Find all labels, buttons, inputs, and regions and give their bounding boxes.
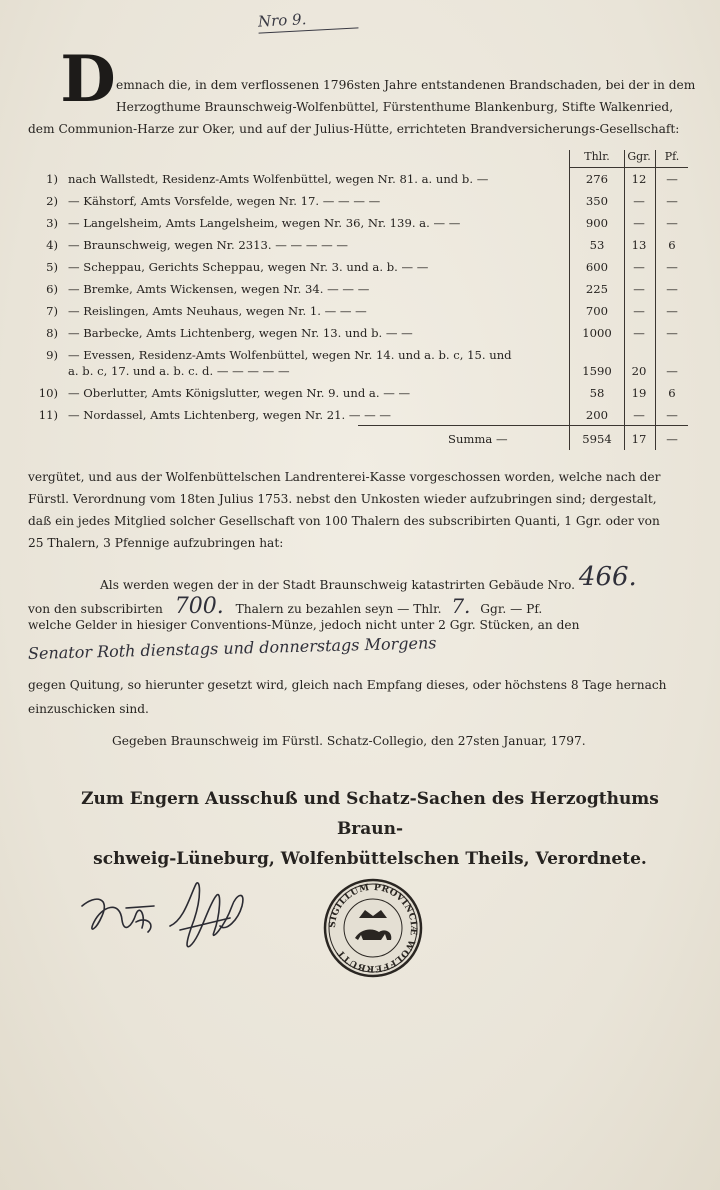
table-row (28, 348, 688, 386)
row-number: 11) (38, 408, 58, 422)
table-row (28, 304, 688, 326)
row-pf: — (666, 172, 678, 186)
para1-line-2: Fürstl. Verordnung vom 18ten Julius 1753. nebst den Unkosten wieder aufzubringen sind; dergestalt, (28, 492, 657, 506)
table-row (28, 216, 688, 238)
signature-2 (160, 876, 260, 966)
document-number: Nro 9. (258, 7, 359, 33)
row-ggr: — (633, 326, 645, 340)
signature-1 (76, 886, 166, 956)
issuing-authority-heading (60, 784, 680, 874)
row-ggr: — (633, 216, 645, 230)
given-date-text: Gegeben Braunschweig im Fürstl. Schatz-Collegio, den 27sten Januar, 1797. (112, 734, 586, 748)
para2-line-5: gegen Quitung, so hierunter gesetzt wird, gleich nach Empfang dieses, oder höchstens 8 Tage hernach (28, 678, 667, 692)
row-description: — Braunschweig, wegen Nr. 2313. — — — — — (68, 238, 348, 252)
row-number: 9) (46, 348, 58, 362)
summa-ggr: 17 (631, 432, 647, 446)
intro-line-3: dem Communion-Harze zur Oker, und auf der Julius-Hütte, errichteten Brandversicherungs-Gesellschaft: (28, 122, 680, 136)
row-pf: — (666, 326, 678, 340)
amount-handwritten: 700. (174, 594, 224, 619)
header-thlr: Thlr. (584, 150, 610, 163)
handwritten-recipient: Senator Roth dienstags und donnerstags Morgens (27, 633, 437, 663)
table-row (28, 408, 688, 430)
row-ggr: — (633, 260, 645, 274)
row-thlr: 900 (585, 216, 609, 230)
row-ggr: 20 (631, 364, 647, 378)
table-row (28, 194, 688, 216)
para2-line-3: welche Gelder in hiesiger Conventions-Münze, jedoch nicht unter 2 Ggr. Stücken, an den (28, 618, 580, 632)
official-seal (323, 878, 423, 978)
para2-line-2-mid: Thalern zu bezahlen seyn (235, 602, 394, 616)
para1-line-3: daß ein jedes Mitglied solcher Gesellschaft von 100 Thalern des subscribirten Quanti, 1 Ggr. oder von (28, 514, 660, 528)
table-row (28, 386, 688, 408)
row-number: 10) (38, 386, 58, 400)
row-thlr: 53 (589, 238, 605, 252)
row-thlr: 58 (589, 386, 605, 400)
summa-thlr: 5954 (582, 432, 612, 446)
row-description: nach Wallstedt, Residenz-Amts Wolfenbüttel, wegen Nr. 81. a. und b. — (68, 172, 489, 186)
table-row (28, 326, 688, 348)
row-pf: 6 (668, 238, 676, 252)
intro-line-1: emnach die, in dem verflossenen 1796sten Jahre entstandenen Brandschaden, bei der in dem (116, 78, 696, 92)
row-thlr: 350 (585, 194, 609, 208)
row-description: — Kähstorf, Amts Vorsfelde, wegen Nr. 17. — — — — (68, 194, 381, 208)
row-pf: — (666, 364, 678, 378)
para1-line-4: 25 Thalern, 3 Pfennige aufzubringen hat: (28, 536, 284, 550)
para2-line-6: einzuschicken sind. (28, 702, 149, 716)
row-number: 5) (46, 260, 58, 274)
para2-line-2-text: von den subscribirten (28, 602, 163, 616)
row-pf: — (666, 282, 678, 296)
seal-inscription-path: SIGILLUM PROVINCIÆ WOLFFERBUTT (327, 882, 419, 974)
para2-line-2-thlr: — Thlr. (397, 602, 442, 616)
row-ggr: 19 (631, 386, 647, 400)
table-row (28, 282, 688, 304)
row-description: — Evessen, Residenz-Amts Wolfenbüttel, wegen Nr. 14. und a. b. c, 15. und (68, 348, 512, 362)
row-number: 2) (46, 194, 58, 208)
header-ggr: Ggr. (627, 150, 651, 163)
row-ggr: — (633, 282, 645, 296)
row-ggr: — (633, 194, 645, 208)
row-description: — Reislingen, Amts Neuhaus, wegen Nr. 1. — — — (68, 304, 367, 318)
row-pf: 6 (668, 386, 676, 400)
row-thlr: 700 (585, 304, 609, 318)
building-number-handwritten: 466. (578, 562, 637, 592)
row-description: — Barbecke, Amts Lichtenberg, wegen Nr. 13. und b. — — (68, 326, 413, 340)
row-number: 7) (46, 304, 58, 318)
row-thlr: 1000 (582, 326, 612, 340)
ggr-handwritten: 7. (451, 594, 471, 618)
para1-line-1: vergütet, und aus der Wolfenbüttelschen Landrenterei-Kasse vorgeschossen worden, welche nach der (28, 470, 661, 484)
row-thlr: 225 (585, 282, 609, 296)
intro-line-2: Herzogthume Braunschweig-Wolfenbüttel, Fürstenthume Blankenburg, Stifte Walkenried, (116, 100, 674, 114)
row-pf: — (666, 304, 678, 318)
row-ggr: — (633, 408, 645, 422)
row-pf: — (666, 408, 678, 422)
summa-pf: — (666, 432, 678, 446)
heading-line-1: Zum Engern Ausschuß und Schatz-Sachen des Herzogthums Braun- (81, 789, 659, 839)
row-description: — Scheppau, Gerichts Scheppau, wegen Nr. 3. und a. b. — — (68, 260, 429, 274)
row-ggr: 13 (631, 238, 647, 252)
row-thlr: 276 (585, 172, 609, 186)
summa-rule (358, 425, 688, 426)
row-number: 1) (46, 172, 58, 186)
row-thlr: 600 (585, 260, 609, 274)
row-ggr: — (633, 304, 645, 318)
para2-line-2 (28, 594, 542, 619)
row-thlr: 200 (585, 408, 609, 422)
table-row (28, 172, 688, 194)
row-number: 8) (46, 326, 58, 340)
table-row (28, 238, 688, 260)
header-pf: Pf. (664, 150, 680, 163)
summa-label: Summa — (448, 432, 508, 446)
row-number: 6) (46, 282, 58, 296)
table-row (28, 260, 688, 282)
row-number: 4) (46, 238, 58, 252)
row-pf: — (666, 216, 678, 230)
row-description-continued: a. b. c, 17. und a. b. c. d. — — — — — (68, 364, 290, 378)
row-number: 3) (46, 216, 58, 230)
para2-line-1-text: Als werden wegen der in der Stadt Braunschweig katastrirten Gebäude Nro. (100, 578, 576, 592)
drop-cap-initial: D (60, 42, 116, 117)
row-pf: — (666, 194, 678, 208)
summa-row (28, 432, 688, 454)
row-pf: — (666, 260, 678, 274)
row-description: — Bremke, Amts Wickensen, wegen Nr. 34. — — — (68, 282, 370, 296)
heading-line-2: schweig-Lüneburg, Wolfenbüttelschen Theils, Verordnete. (93, 849, 647, 869)
row-thlr: 1590 (582, 364, 612, 378)
para2-line-2-end: Ggr. — Pf. (480, 602, 543, 616)
row-description: — Nordassel, Amts Lichtenberg, wegen Nr. 21. — — — (68, 408, 392, 422)
header-rule (569, 167, 688, 168)
row-ggr: 12 (631, 172, 647, 186)
row-description: — Oberlutter, Amts Königslutter, wegen Nr. 9. und a. — — (68, 386, 411, 400)
row-description: — Langelsheim, Amts Langelsheim, wegen Nr. 36, Nr. 139. a. — — (68, 216, 461, 230)
para2-line-1 (100, 562, 637, 596)
